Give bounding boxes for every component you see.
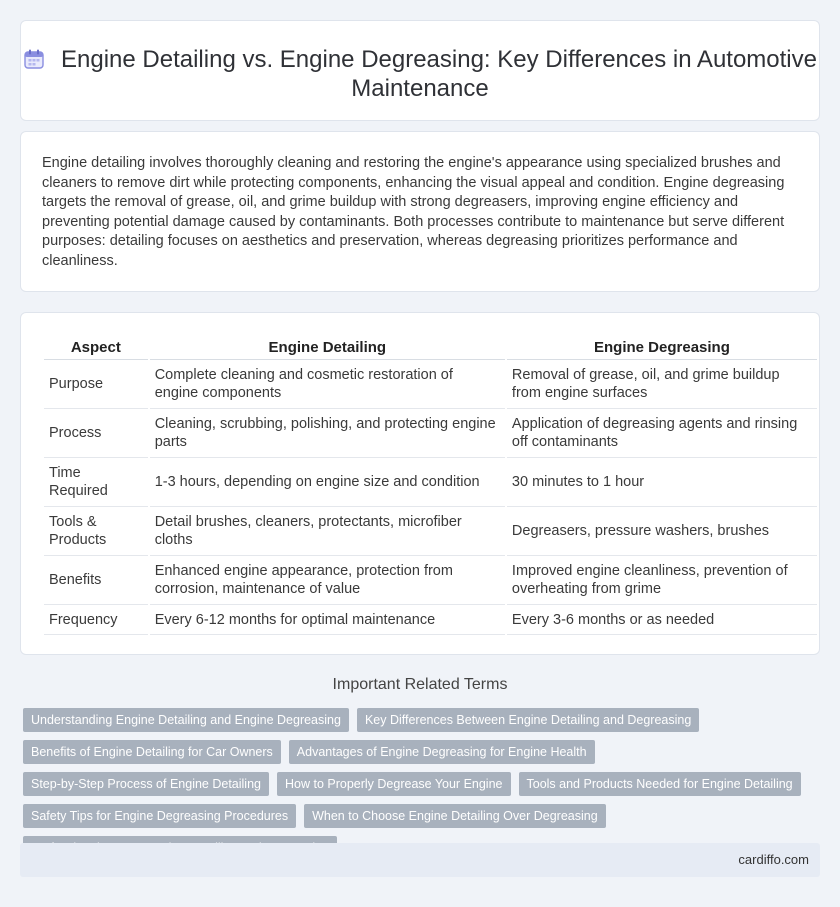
table-cell: Detail brushes, cleaners, protectants, microfiber cloths (150, 507, 505, 556)
table-cell: Complete cleaning and cosmetic restoration of engine components (150, 360, 505, 409)
related-term-tag[interactable]: Tools and Products Needed for Engine Detailing (519, 772, 801, 796)
table-row (44, 507, 817, 556)
column-header: Engine Detailing (150, 334, 505, 360)
table-cell: Process (44, 409, 148, 458)
related-term-tag[interactable]: Understanding Engine Detailing and Engine Degreasing (23, 708, 349, 732)
related-terms-heading: Important Related Terms (332, 676, 508, 693)
related-term-tag[interactable]: How to Properly Degrease Your Engine (277, 772, 511, 796)
footer-site-link[interactable]: cardiffo.com (738, 852, 809, 867)
table-row (44, 360, 817, 409)
table-cell: Benefits (44, 556, 148, 605)
table-header-row (44, 334, 817, 360)
table-cell: Tools & Products (44, 507, 148, 556)
intro-card (20, 131, 820, 292)
related-term-tag[interactable]: Safety Tips for Engine Degreasing Procedures (23, 804, 296, 828)
table-cell: Enhanced engine appearance, protection from corrosion, maintenance of value (150, 556, 505, 605)
intro-paragraph: Engine detailing involves thoroughly cleaning and restoring the engine's appearance using specialized brushes and cleaners to remove dirt while protecting components, enhancing the visual appeal and condition. Engine degreasing targets the removal of grease, oil, and grime buildup with strong degreasers, improving engine efficiency and preventing potential damage caused by contaminants. Both processes contribute to maintenance but serve different purposes: detailing focuses on aesthetics and preservation, whereas degreasing prioritizes performance and cleanliness. (42, 155, 785, 269)
related-term-tag[interactable]: Step-by-Step Process of Engine Detailing (23, 772, 269, 796)
comparison-card (20, 312, 820, 655)
table-cell: Every 3-6 months or as needed (507, 605, 817, 635)
table-cell: Degreasers, pressure washers, brushes (507, 507, 817, 556)
page-title-row (21, 45, 819, 103)
related-term-tag[interactable]: Key Differences Between Engine Detailing and Degreasing (357, 708, 699, 732)
related-term-tag[interactable]: Advantages of Engine Degreasing for Engine Health (289, 740, 595, 764)
table-row (44, 409, 817, 458)
table-row (44, 458, 817, 507)
table-cell: 30 minutes to 1 hour (507, 458, 817, 507)
related-terms-list (23, 708, 813, 860)
related-term-tag[interactable]: Benefits of Engine Detailing for Car Owners (23, 740, 281, 764)
column-header: Aspect (44, 334, 148, 360)
table-cell: Removal of grease, oil, and grime buildup from engine surfaces (507, 360, 817, 409)
table-cell: Every 6-12 months for optimal maintenance (150, 605, 505, 635)
column-header: Engine Degreasing (507, 334, 817, 360)
table-cell: Improved engine cleanliness, prevention of overheating from grime (507, 556, 817, 605)
page-title: Engine Detailing vs. Engine Degreasing: Key Differences in Automotive Maintenance (61, 46, 817, 102)
footer (20, 843, 820, 877)
table-row (44, 556, 817, 605)
table-cell: Application of degreasing agents and rinsing off contaminants (507, 409, 817, 458)
related-term-tag[interactable]: When to Choose Engine Detailing Over Degreasing (304, 804, 606, 828)
table-cell: 1-3 hours, depending on engine size and condition (150, 458, 505, 507)
title-card (20, 20, 820, 121)
table-cell: Cleaning, scrubbing, polishing, and protecting engine parts (150, 409, 505, 458)
calendar-icon (23, 48, 45, 70)
table-cell: Frequency (44, 605, 148, 635)
comparison-table (42, 334, 819, 635)
table-cell: Time Required (44, 458, 148, 507)
table-cell: Purpose (44, 360, 148, 409)
table-row (44, 605, 817, 635)
